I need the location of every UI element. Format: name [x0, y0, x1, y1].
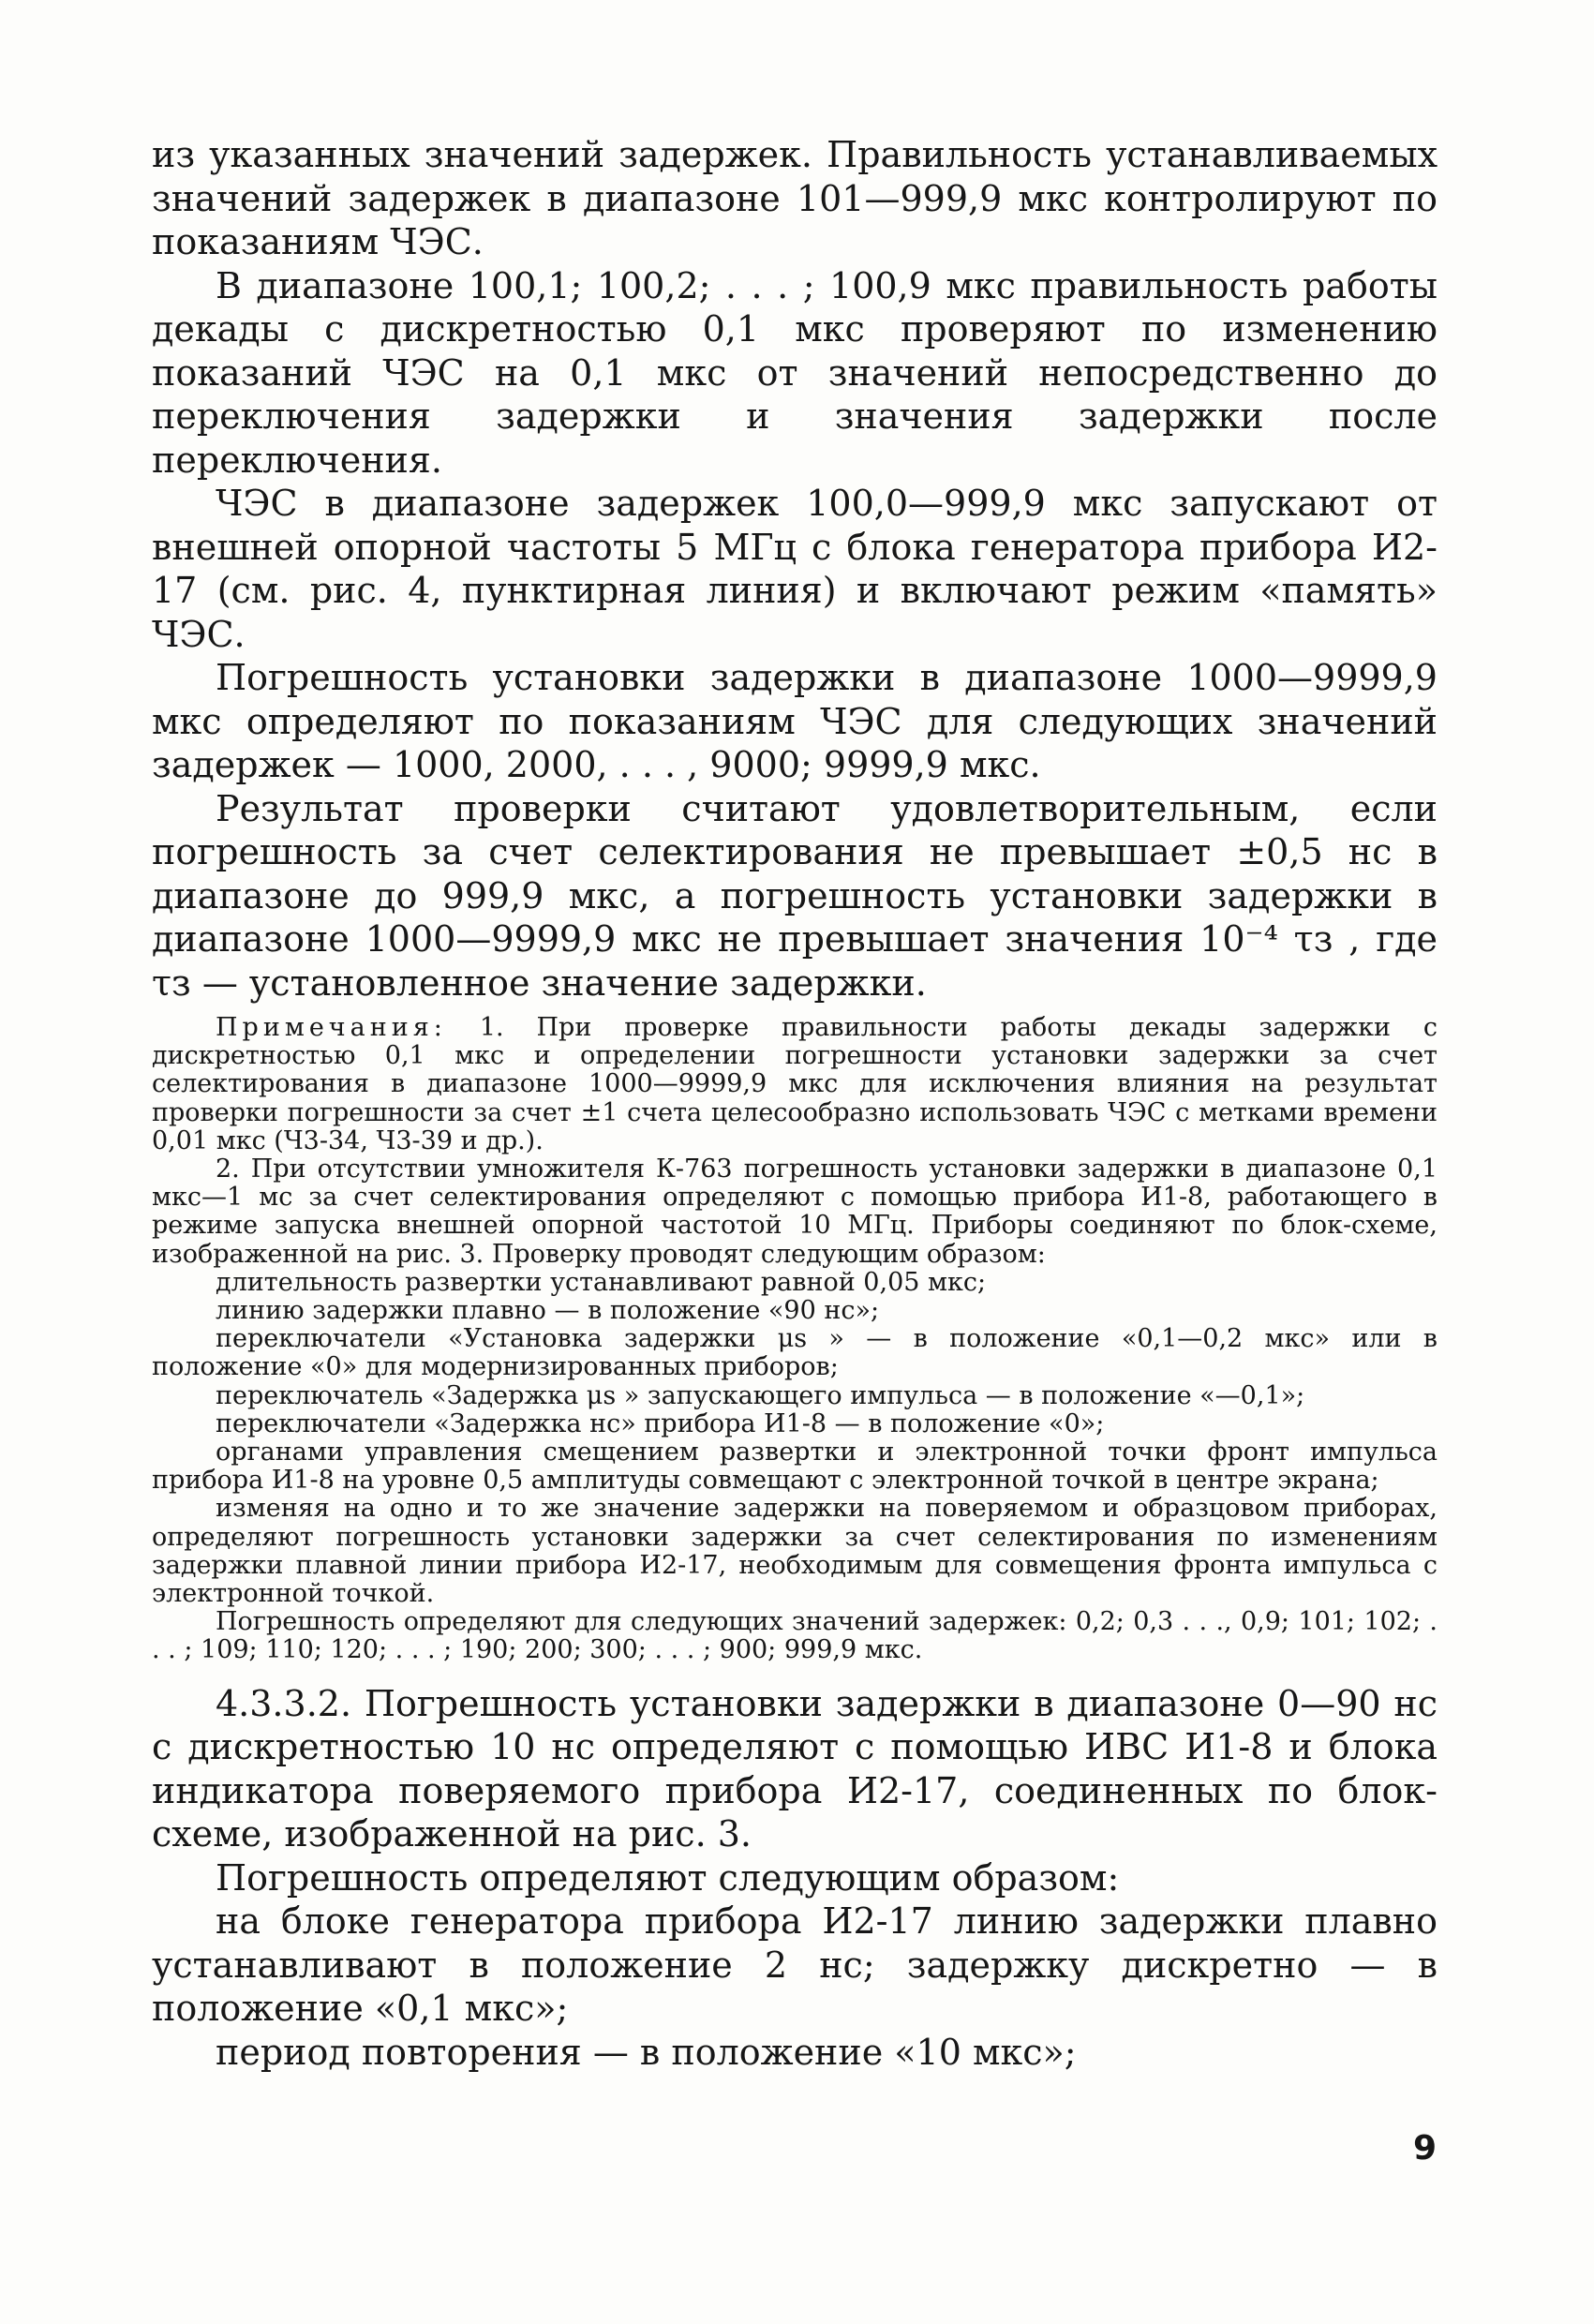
- note-step: линию задержки плавно — в положение «90 нс»;: [216, 1296, 880, 1326]
- note-step: переключатель «Задержка μs » запускающего импульса — в положение «—0,1»;: [216, 1380, 1305, 1410]
- body-text-top: [152, 133, 1438, 1005]
- paragraph: Результат проверки считают удовлетворительным, если погрешность за счет селектирования не превышает ±0,5 нс в диапазоне до 999,9 мкс, а погрешность установки задержки в диапазоне 1000—9999,9 мкс не превышает значения 10⁻⁴ τз , где τз — установленное значение задержки.: [152, 787, 1438, 1004]
- body-text-bottom: [152, 1682, 1438, 2075]
- note-step: изменяя на одно и то же значение задержки на поверяемом и образцовом приборах, определяют погрешность установки задержки за счет селектирования по изменениям задержки плавной линии прибора И2-17, необходимым для совмещения фронта импульса с электронной точкой.: [152, 1494, 1438, 1609]
- note-step: Погрешность определяют для следующих значений задержек: 0,2; 0,3 . . ., 0,9; 101; 102; . . . ; 109; 110; 120; . . . ; 190; 200; 300; . . . ; 900; 999,9 мкс.: [152, 1607, 1438, 1665]
- page-number: 9: [1413, 2129, 1438, 2168]
- paragraph: Погрешность определяют следующим образом:: [216, 1856, 1120, 1899]
- paragraph: 4.3.3.2. Погрешность установки задержки в диапазоне 0—90 нс с дискретностью 10 нс определяют с помощью ИВС И1-8 и блока индикатора поверяемого прибора И2-17, соединенных по блок-схеме, изображенной на рис. 3.: [152, 1682, 1438, 1855]
- text-column: [152, 133, 1438, 2074]
- note-2: 2. При отсутствии умножителя К-763 погрешность установки задержки в диапазоне 0,1 мкс—1 мс за счет селектирования определяют с помощью прибора И1-8, работающего в режиме запуска внешней опорной частотой 10 МГц. Приборы соединяют по блок-схеме, изображенной на рис. 3. Проверку проводят следующим образом:: [152, 1155, 1438, 1269]
- note-step: переключатели «Установка задержки μs » — в положение «0,1—0,2 мкс» или в положение «0» для модернизированных приборов;: [152, 1324, 1438, 1382]
- paragraph: ЧЭС в диапазоне задержек 100,0—999,9 мкс запускают от внешней опорной частоты 5 МГц с блока генератора прибора И2-17 (см. рис. 4, пунктирная линия) и включают режим «память» ЧЭС.: [152, 483, 1438, 655]
- paragraph: Погрешность установки задержки в диапазоне 1000—9999,9 мкс определяют по показаниям ЧЭС для следующих значений задержек — 1000, 2000, . . . , 9000; 9999,9 мкс.: [152, 657, 1438, 785]
- paragraph: В диапазоне 100,1; 100,2; . . . ; 100,9 мкс правильность работы декады с дискретностью 0,1 мкс проверяют по изменению показаний ЧЭС на 0,1 мкс от значений непосредственно до переключения задержки и значения задержки после переключения.: [152, 264, 1438, 481]
- paragraph: из указанных значений задержек. Правильность устанавливаемых значений задержек в диапазоне 101—999,9 мкс контролируют по показаниям ЧЭС.: [152, 134, 1438, 262]
- paragraph: на блоке генератора прибора И2-17 линию задержки плавно устанавливают в положение 2 нс; задержку дискретно — в положение «0,1 мкс»;: [152, 1900, 1438, 2030]
- note-1: [152, 1014, 1438, 1155]
- paragraph: период повторения — в положение «10 мкс»;: [216, 2031, 1077, 2073]
- notes-section: [152, 1014, 1438, 1665]
- notes-label: Примечания:: [216, 1013, 447, 1042]
- note-step: переключатели «Задержка нс» прибора И1-8 — в положение «0»;: [216, 1408, 1105, 1438]
- note-1-text: 1. При проверке правильности работы декады задержки с дискретностью 0,1 мкс и определении погрешности установки задержки за счет селектирования в диапазоне 1000—9999,9 мкс для исключения влияния на результат проверки погрешности за счет ±1 счета целесообразно использовать ЧЭС с метками времени 0,01 мкс (Ч3-34, Ч3-39 и др.).: [152, 1013, 1438, 1155]
- note-step: длительность развертки устанавливают равной 0,05 мкс;: [216, 1267, 987, 1297]
- note-step: органами управления смещением развертки и электронной точки фронт импульса прибора И1-8 на уровне 0,5 амплитуды совмещают с электронной точкой в центре экрана;: [152, 1438, 1438, 1496]
